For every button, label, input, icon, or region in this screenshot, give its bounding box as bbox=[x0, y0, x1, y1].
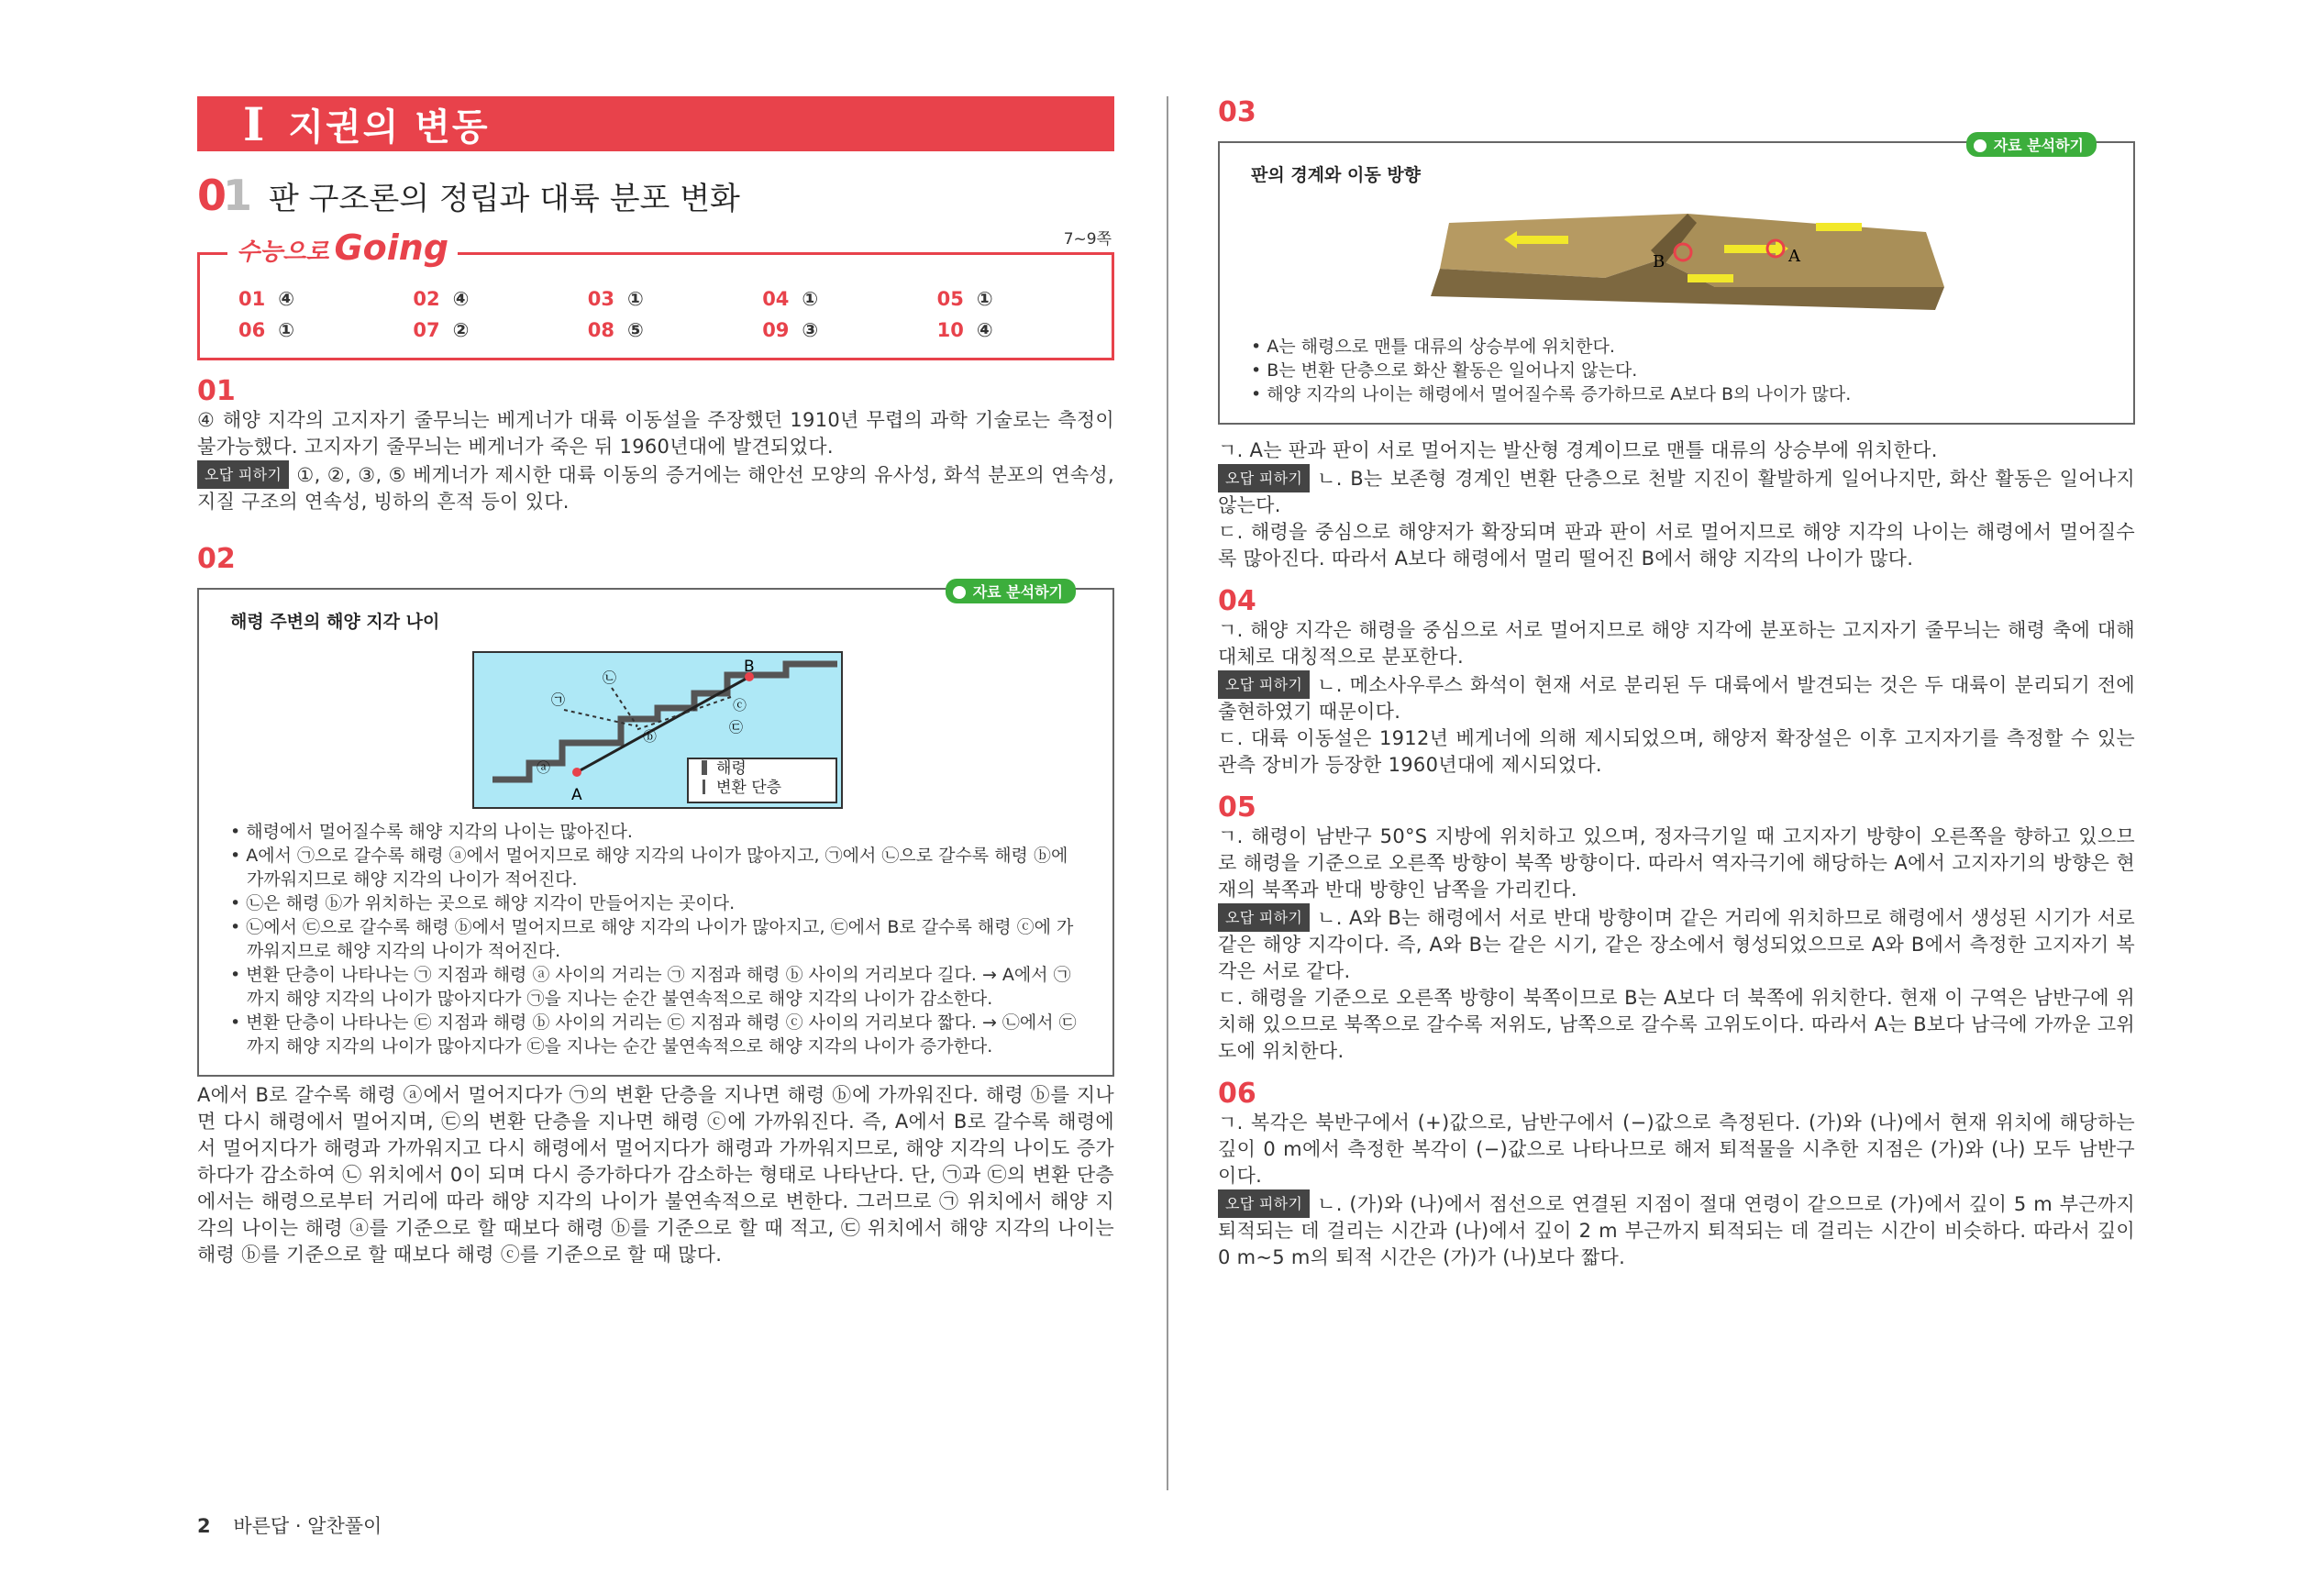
answer-grid bbox=[200, 255, 1112, 341]
answer-choice: ④ bbox=[452, 288, 470, 310]
question-number-05: 05 bbox=[1218, 791, 1256, 824]
right-column bbox=[1218, 96, 2135, 1271]
badge-label: 자료 분석하기 bbox=[1993, 137, 2084, 154]
answer-choice: ③ bbox=[802, 319, 819, 341]
data-analysis-badge bbox=[1966, 132, 2097, 157]
question-number-02: 02 bbox=[197, 543, 236, 575]
bullet-item: • 변환 단층이 나타나는 ㉠ 지점과 해령 ⓐ 사이의 거리는 ㉠ 지점과 해령 ⓑ 사이의 거리보다 길다. → A에서 ㉠까지 해양 지각의 나이가 많아지다가 ㉠을 지나는 순간 불연속적으로 해양 지각의 나이가 감소한다. bbox=[230, 963, 1085, 1011]
legend-fault-label: 변환 단층 bbox=[716, 779, 782, 797]
q04-explanation-3: ㄷ. 대륙 이동설은 1912년 베게너에 의해 제시되었으며, 해양저 확장설은 이후 고지자기를 측정할 수 있는 관측 장비가 등장한 1960년대에 제시되었다. bbox=[1218, 727, 2135, 776]
img-label-a: A bbox=[1788, 247, 1800, 266]
question-number-01: 01 bbox=[197, 375, 236, 407]
legend-fault bbox=[689, 779, 836, 798]
bullet-item: • A에서 ㉠으로 갈수록 해령 ⓐ에서 멀어지므로 해양 지각의 나이가 많아지고, ㉠에서 ㉡으로 갈수록 해령 ⓑ에 가까워지므로 해양 지각의 나이가 적어진다. bbox=[230, 844, 1085, 891]
answer-number: 10 bbox=[936, 319, 964, 341]
answer-item bbox=[937, 319, 1112, 341]
answer-number: 06 bbox=[238, 319, 266, 341]
arrow-right-1 bbox=[1724, 245, 1779, 253]
q03-data-box bbox=[1218, 137, 2135, 425]
label-ridge-a: ⓐ bbox=[537, 759, 551, 776]
page-reference: 7~9쪽 bbox=[1063, 230, 1112, 249]
answer-choice: ① bbox=[802, 288, 819, 310]
question-number-06: 06 bbox=[1218, 1078, 1256, 1110]
label-a: A bbox=[571, 786, 582, 804]
q02-data-box bbox=[197, 583, 1114, 1077]
arrow-right-2 bbox=[1688, 274, 1733, 282]
q03-box-title: 판의 경계와 이동 방향 bbox=[1251, 165, 1422, 185]
answer-number: 08 bbox=[587, 319, 615, 341]
answer-number: 05 bbox=[936, 288, 964, 310]
diagram-legend bbox=[687, 758, 837, 803]
answer-item bbox=[588, 288, 762, 310]
answer-number: 09 bbox=[762, 319, 790, 341]
going-logo bbox=[227, 227, 458, 268]
wrong-avoid-tag: 오답 피하기 bbox=[1218, 1189, 1310, 1218]
answer-number: 04 bbox=[762, 288, 790, 310]
q01-explanation: ④ 해양 지각의 고지자기 줄무늬는 베게너가 대륙 이동설을 주장했던 1910년 무렵의 과학 기술로는 측정이 불가능했다. 고지자기 줄무늬는 베게너가 죽은 뒤 1960년대에 발견되었다. bbox=[197, 409, 1114, 458]
legend-ridge bbox=[689, 759, 836, 779]
left-column bbox=[197, 96, 1114, 1268]
answer-number: 03 bbox=[587, 288, 615, 310]
answer-choice: ① bbox=[976, 288, 993, 310]
bullet-item: • 변환 단층이 나타나는 ㉢ 지점과 해령 ⓑ 사이의 거리는 ㉢ 지점과 해령 ⓒ 사이의 거리보다 짧다. → ㉡에서 ㉢까지 해양 지각의 나이가 많아지다가 ㉢을 지나는 순간 불연속적으로 해양 지각의 나이가 증가한다. bbox=[230, 1011, 1085, 1058]
label-b: B bbox=[744, 658, 755, 676]
section-header bbox=[197, 171, 1114, 219]
q02-box-title: 해령 주변의 해양 지각 나이 bbox=[230, 612, 440, 632]
label-point-2: ㉡ bbox=[603, 669, 617, 686]
img-label-b: B bbox=[1653, 252, 1666, 271]
label-point-1: ㉠ bbox=[551, 691, 566, 708]
badge-icon bbox=[953, 586, 966, 599]
answer-item bbox=[588, 319, 762, 341]
chapter-number: I bbox=[243, 96, 265, 151]
plate-boundary-image bbox=[1412, 186, 1944, 324]
q01-wrong-avoid-text: ①, ②, ③, ⑤ 베게너가 제시한 대륙 이동의 증거에는 해안선 모양의 유사성, 화석 분포의 연속성, 지질 구조의 연속성, 빙하의 흔적 등이 있다. bbox=[197, 464, 1114, 513]
bullet-item: • 해양 지각의 나이는 해령에서 멀어질수록 증가하므로 A보다 B의 나이가 많다. bbox=[1251, 382, 2106, 406]
point-a bbox=[572, 768, 581, 777]
footer-text: 바른답 · 알찬풀이 bbox=[233, 1515, 382, 1537]
section-number: 01 bbox=[197, 171, 249, 220]
question-number-03: 03 bbox=[1218, 96, 1256, 128]
q04-wrong-avoid bbox=[1218, 670, 2135, 725]
answer-item bbox=[413, 288, 587, 310]
answer-choice: ④ bbox=[976, 319, 993, 341]
q02-bullets bbox=[230, 820, 1085, 1058]
q06-explanation-1: ㄱ. 복각은 북반구에서 (+)값으로, 남반구에서 (−)값으로 측정된다. (가)와 (나)에서 현재 위치에 해당하는 깊이 0 m에서 측정한 복각이 (−)값으로 나타나므로 해저 퇴적물을 시추한 지점은 (가)와 (나) 모두 남반구이다. bbox=[1218, 1112, 2135, 1187]
answer-choice: ① bbox=[627, 288, 644, 310]
q05-explanation-1: ㄱ. 해령이 남반구 50°S 지방에 위치하고 있으며, 정자극기일 때 고지자기 방향이 오른쪽을 향하고 있으므로 해령을 기준으로 오른쪽 방향이 북쪽 방향이다. 따라서 역자극기에 해당하는 A에서 고지자기의 방향은 현재의 북쪽과 반대 방향인 남쪽을 가리킨다. bbox=[1218, 825, 2135, 901]
answer-key-box bbox=[197, 227, 1114, 360]
wrong-avoid-tag: 오답 피하기 bbox=[1218, 670, 1310, 699]
badge-label: 자료 분석하기 bbox=[972, 583, 1063, 601]
page-footer bbox=[197, 1511, 382, 1539]
answer-choice: ⑤ bbox=[627, 319, 644, 341]
q03-wrong-avoid-text: ㄴ. B는 보존형 경계인 변환 단층으로 천발 지진이 활발하게 일어나지만, 화산 활동은 일어나지 않는다. bbox=[1218, 468, 2135, 516]
chapter-title: 지권의 변동 bbox=[288, 105, 490, 149]
section-title: 판 구조론의 정립과 대륙 분포 변화 bbox=[269, 180, 740, 217]
chapter-banner bbox=[197, 96, 1114, 151]
q06-wrong-avoid bbox=[1218, 1189, 2135, 1271]
q03-bullets bbox=[1251, 335, 2106, 406]
arrow-left-2 bbox=[1816, 223, 1862, 231]
answer-number: 02 bbox=[413, 288, 440, 310]
label-ridge-b: ⓑ bbox=[643, 728, 658, 745]
q04-explanation-1: ㄱ. 해양 지각은 해령을 중심으로 서로 멀어지므로 해양 지각에 분포하는 고지자기 줄무늬는 해령 축에 대해 대체로 대칭적으로 분포한다. bbox=[1218, 619, 2135, 668]
answer-item bbox=[937, 288, 1112, 310]
page-number: 2 bbox=[197, 1515, 211, 1537]
going-logo-korean: 수능으로 bbox=[237, 238, 329, 266]
q03-wrong-avoid bbox=[1218, 464, 2135, 519]
ridge-diagram bbox=[472, 651, 843, 809]
plate-boundary-svg bbox=[1412, 186, 1944, 324]
label-ridge-c: ⓒ bbox=[733, 697, 747, 714]
answer-item bbox=[762, 288, 936, 310]
q03-explanation-3: ㄷ. 해령을 중심으로 해양저가 확장되며 판과 판이 서로 멀어지므로 해양 지각의 나이는 해령에서 멀어질수록 많아진다. 따라서 A보다 해령에서 멀리 떨어진 B에서 해양 지각의 나이가 많다. bbox=[1218, 521, 2135, 570]
bullet-item: • ㉡은 해령 ⓑ가 위치하는 곳으로 해양 지각이 만들어지는 곳이다. bbox=[230, 891, 1085, 915]
q01-wrong-avoid bbox=[197, 460, 1114, 515]
wrong-avoid-tag: 오답 피하기 bbox=[1218, 903, 1310, 932]
wrong-avoid-tag: 오답 피하기 bbox=[1218, 464, 1310, 492]
answer-item bbox=[238, 319, 413, 341]
badge-icon bbox=[1974, 139, 1986, 152]
bullet-item: • 해령에서 멀어질수록 해양 지각의 나이는 많아진다. bbox=[230, 820, 1085, 844]
q02-explanation: A에서 B로 갈수록 해령 ⓐ에서 멀어지다가 ㉠의 변환 단층을 지나면 해령 ⓑ에 가까워진다. 해령 ⓑ를 지나면 다시 해령에서 멀어지며, ㉢의 변환 단층을 지나면 해령 ⓒ에 가까워진다. 즉, A에서 B로 갈수록 해령에서 멀어지다가 해령과 가까워지고 다시 해령에서 멀어지다가 해령과 가까워지므로, 해양 지각의 나이도 증가하다가 감소하여 ㉡ 위치에서 0이 되며 다시 증가하다가 감소하는 형태로 나타난다. 단, ㉠과 ㉢의 변환 단층에서는 해령으로부터 거리에 따라 해양 지각의 나이가 불연속적으로 변한다. 그러므로 ㉠ 위치에서 해양 지각의 나이는 해령 ⓐ를 기준으로 할 때보다 해령 ⓑ를 기준으로 할 때 적고, ㉢ 위치에서 해양 지각의 나이는 해령 ⓑ를 기준으로 할 때보다 해령 ⓒ를 기준으로 할 때 많다. bbox=[197, 1084, 1114, 1266]
question-number-04: 04 bbox=[1218, 585, 1256, 617]
answer-number: 01 bbox=[238, 288, 266, 310]
arrow-left-1 bbox=[1513, 236, 1568, 244]
answer-item bbox=[238, 288, 413, 310]
bullet-item: • ㉡에서 ㉢으로 갈수록 해령 ⓑ에서 멀어지므로 해양 지각의 나이가 많아지고, ㉢에서 B로 갈수록 해령 ⓒ에 가까워지므로 해양 지각의 나이가 적어진다. bbox=[230, 915, 1085, 963]
q04-wrong-avoid-text: ㄴ. 메소사우루스 화석이 현재 서로 분리된 두 대륙에서 발견되는 것은 두 대륙이 분리되기 전에 출현하였기 때문이다. bbox=[1218, 674, 2135, 723]
going-logo-english: Going bbox=[334, 227, 449, 268]
wrong-avoid-tag: 오답 피하기 bbox=[197, 460, 289, 489]
data-analysis-badge bbox=[946, 579, 1076, 603]
answer-choice: ④ bbox=[278, 288, 295, 310]
q06-wrong-avoid-text: ㄴ. (가)와 (나)에서 점선으로 연결된 지점이 절대 연령이 같으므로 (가)에서 깊이 5 m 부근까지 퇴적되는 데 걸리는 시간과 (나)에서 깊이 2 m 부근까지 퇴적되는 데 걸리는 시간이 비슷하다. 따라서 깊이 0 m~5 m의 퇴적 시간은 (가)가 (나)보다 짧다. bbox=[1218, 1193, 2135, 1268]
legend-ridge-label: 해령 bbox=[716, 759, 747, 778]
bullet-item: • B는 변환 단층으로 화산 활동은 일어나지 않는다. bbox=[1251, 359, 2106, 382]
answer-choice: ② bbox=[452, 319, 470, 341]
q05-wrong-avoid bbox=[1218, 903, 2135, 985]
bullet-item: • A는 해령으로 맨틀 대류의 상승부에 위치한다. bbox=[1251, 335, 2106, 359]
label-point-3: ㉢ bbox=[729, 719, 744, 736]
answer-item bbox=[413, 319, 587, 341]
answer-number: 07 bbox=[413, 319, 440, 341]
q05-explanation-3: ㄷ. 해령을 기준으로 오른쪽 방향이 북쪽이므로 B는 A보다 더 북쪽에 위치한다. 현재 이 구역은 남반구에 위치해 있으므로 북쪽으로 갈수록 저위도, 남쪽으로 갈수록 고위도이다. 따라서 A는 B보다 남극에 가까운 고위도에 위치한다. bbox=[1218, 987, 2135, 1062]
answer-item bbox=[762, 319, 936, 341]
answer-choice: ① bbox=[278, 319, 295, 341]
q03-explanation-1: ㄱ. A는 판과 판이 서로 멀어지는 발산형 경계이므로 맨틀 대류의 상승부에 위치한다. bbox=[1218, 439, 1938, 461]
q05-wrong-avoid-text: ㄴ. A와 B는 해령에서 서로 반대 방향이며 같은 거리에 위치하므로 해령에서 생성된 시기가 서로 같은 해양 지각이다. 즉, A와 B는 같은 시기, 같은 장소에서 형성되었으므로 A와 B에서 측정한 고지자기 복각은 서로 같다. bbox=[1218, 907, 2135, 982]
column-divider bbox=[1167, 96, 1168, 1490]
